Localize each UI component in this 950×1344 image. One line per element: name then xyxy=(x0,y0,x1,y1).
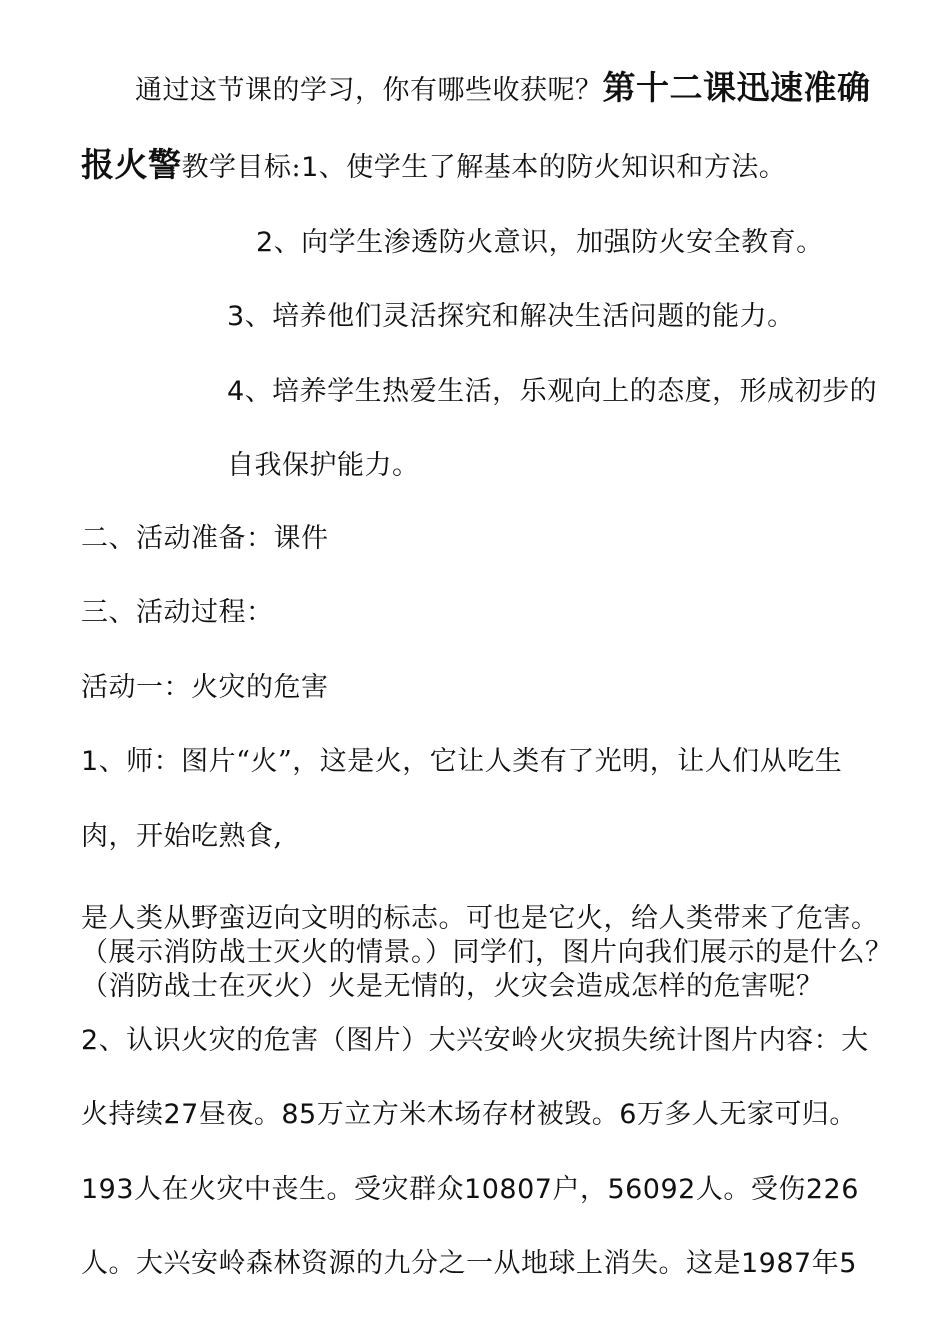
section-preparation: 二、活动准备：课件 xyxy=(81,523,329,554)
section-2-line xyxy=(81,1026,869,1056)
lesson-title-part2: 报火警 xyxy=(81,145,182,184)
goal-3-number: 3 xyxy=(227,301,245,332)
section-2-text: 、认识火灾的危害（图片）大兴安岭火灾损失统计图片内容：大 xyxy=(98,1025,869,1056)
paragraph-civilization-line-3: （消防战士在灭火）火是无情的，火灾会造成怎样的危害呢？ xyxy=(81,971,824,1002)
goals-line-1 xyxy=(81,145,787,184)
stats-number: 226 xyxy=(805,1174,859,1205)
stats-number: 1987 xyxy=(741,1248,812,1279)
stats-text: 万多人无家可归。 xyxy=(636,1099,857,1130)
stats-line-2 xyxy=(81,1175,859,1205)
stats-line-3 xyxy=(81,1249,857,1279)
goal-4 xyxy=(227,377,877,407)
teacher-line xyxy=(81,747,842,777)
section-process: 三、活动过程： xyxy=(81,597,274,628)
goal-2-text: 、向学生渗透防火意识，加强防火安全教育。 xyxy=(273,227,824,258)
stats-number: 10807 xyxy=(464,1174,553,1205)
stats-text: 火持续 xyxy=(81,1099,164,1130)
goal-4-continuation: 自我保护能力。 xyxy=(227,450,420,481)
goal-2-number: 2 xyxy=(256,227,274,258)
stats-number: 6 xyxy=(619,1099,637,1130)
stats-text: 万立方米木场存材被毁。 xyxy=(316,1099,620,1130)
stats-number: 5 xyxy=(839,1248,857,1279)
stats-text: 人。大兴安岭森林资源的九分之一从地球上消失。这是 xyxy=(81,1248,741,1279)
intro-question: 通过这节课的学习，你有哪些收获呢？ xyxy=(135,75,603,106)
intro-line xyxy=(135,68,871,107)
goal-3 xyxy=(227,302,795,332)
goal-2 xyxy=(256,228,824,258)
stats-text: 昼夜。 xyxy=(198,1099,282,1130)
stats-number: 85 xyxy=(281,1099,317,1130)
teacher-number: 1 xyxy=(81,746,99,777)
goal-3-text: 、培养他们灵活探究和解决生活问题的能力。 xyxy=(244,301,795,332)
stats-number: 193 xyxy=(81,1174,135,1205)
stats-line-1 xyxy=(81,1100,857,1130)
teacher-line-continuation: 肉，开始吃熟食, xyxy=(81,821,283,852)
stats-number: 56092 xyxy=(607,1174,696,1205)
goal-1-text: 、使学生了解基本的防火知识和方法。 xyxy=(318,152,787,183)
goals-label: 教学目标: xyxy=(181,152,302,183)
stats-text: 户， xyxy=(552,1174,608,1205)
goal-1-number: 1 xyxy=(301,152,319,183)
paragraph-civilization-line-2: （展示消防战士灭火的情景。）同学们，图片向我们展示的是什么？ xyxy=(81,937,893,968)
goal-4-text: 、培养学生热爱生活，乐观向上的态度，形成初步的 xyxy=(244,376,878,407)
paragraph-civilization-line-1: 是人类从野蛮迈向文明的标志。可也是它火，给人类带来了危害。 xyxy=(81,903,879,934)
stats-text: 人。受伤 xyxy=(695,1174,806,1205)
stats-text: 人在火灾中丧生。受灾群众 xyxy=(134,1174,465,1205)
lesson-title-part1: 第十二课迅速准确 xyxy=(602,68,871,107)
activity-one-heading: 活动一：火灾的危害 xyxy=(81,672,329,703)
teacher-text: 、师：图片“火”，这是火，它让人类有了光明，让人们从吃生 xyxy=(98,746,843,777)
section-2-number: 2 xyxy=(81,1025,99,1056)
stats-number: 27 xyxy=(163,1099,199,1130)
paragraph-civilization xyxy=(81,902,901,1004)
goal-4-number: 4 xyxy=(227,376,245,407)
stats-text: 年 xyxy=(811,1248,840,1279)
